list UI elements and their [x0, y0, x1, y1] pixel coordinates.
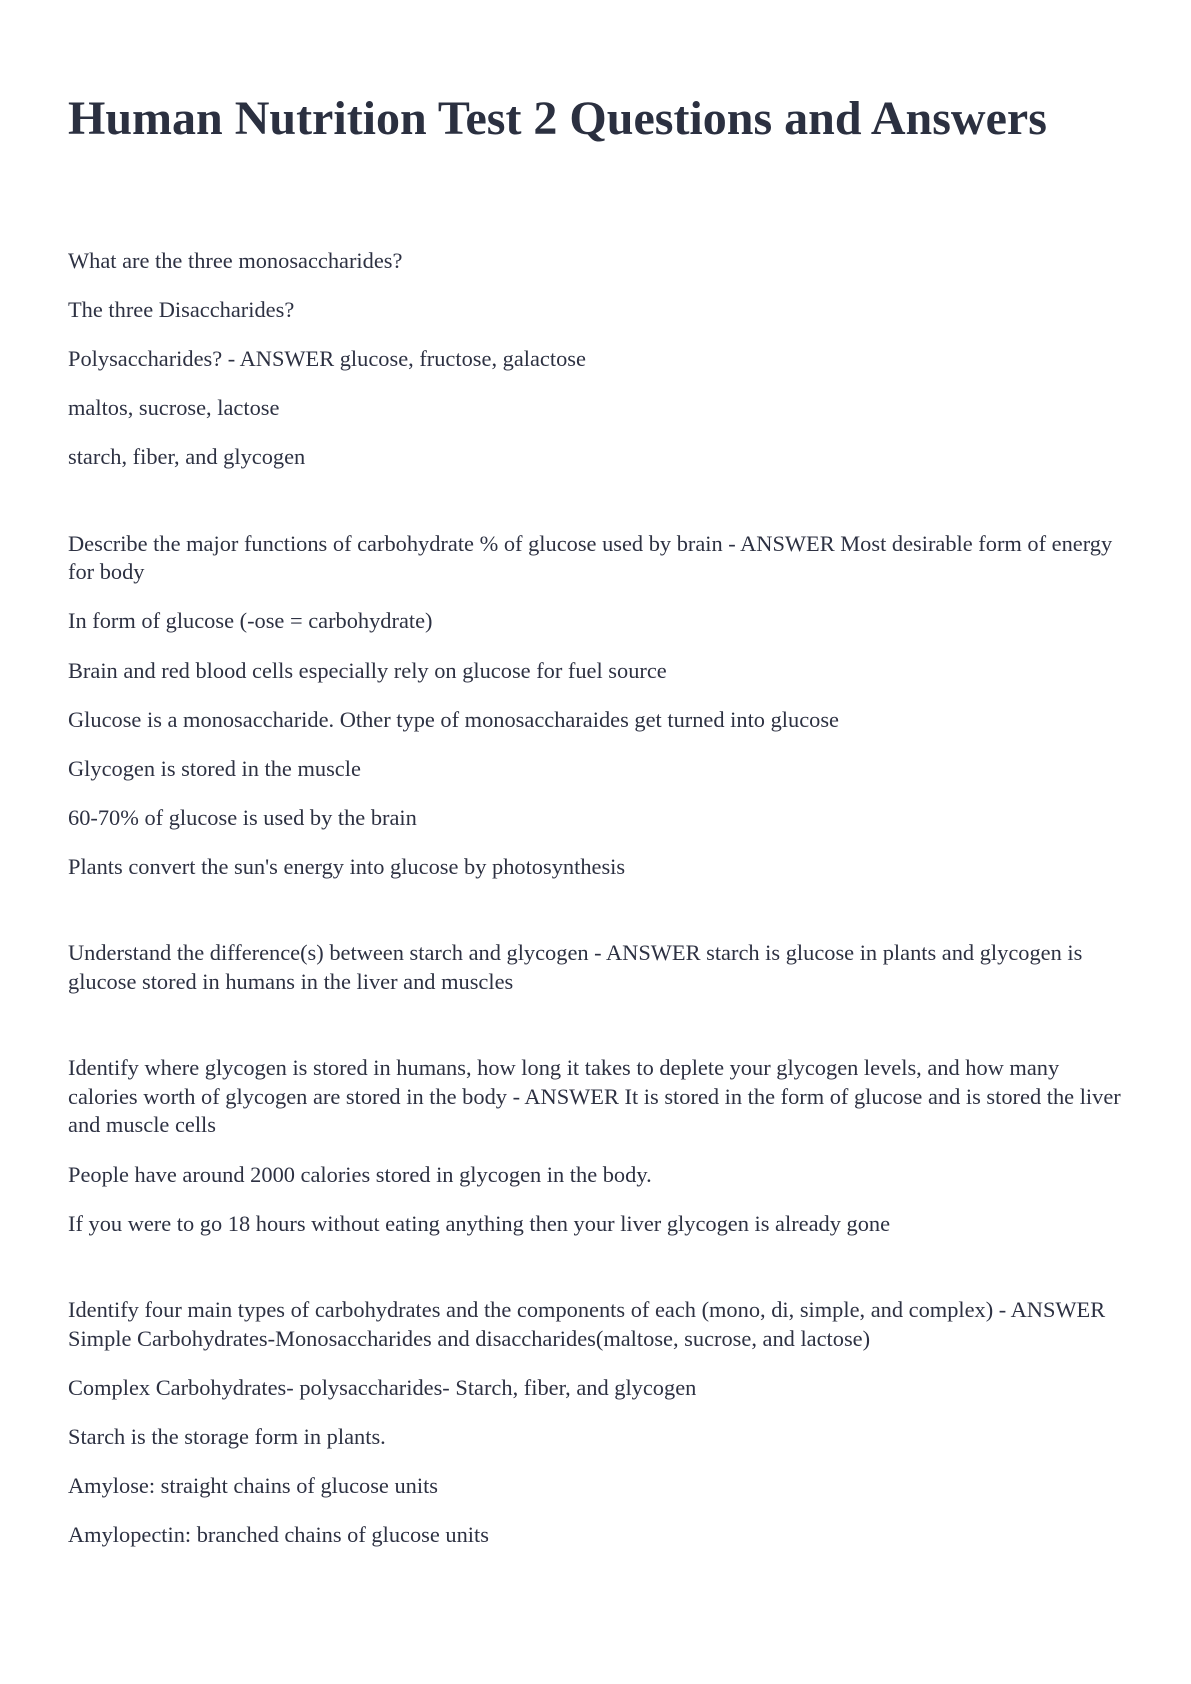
- question-list: [68, 247, 1128, 1550]
- question-answer-line: Understand the difference(s) between starch and glycogen - ANSWER starch is glucose in plants and glycogen is glucose stored in humans in the liver and muscles: [68, 940, 1083, 994]
- answer-line: maltos, sucrose, lactose: [68, 395, 280, 421]
- answer-line: Glycogen is stored in the muscle: [68, 755, 361, 781]
- answer-line: Glucose is a monosaccharide. Other type of monosaccharaides get turned into glucose: [68, 706, 839, 732]
- answer-line: Complex Carbohydrates- polysaccharides- Starch, fiber, and glycogen: [68, 1374, 697, 1400]
- qa-block-glycogen-storage: [68, 1054, 1128, 1238]
- document-title: Human Nutrition Test 2 Questions and Answers: [68, 92, 1047, 145]
- qa-block-starch-vs-glycogen: [68, 939, 1128, 996]
- document-page: [68, 0, 1128, 1608]
- question-answer-line: Describe the major functions of carbohydrate % of glucose used by brain - ANSWER Most desirable form of energy for body: [68, 530, 1113, 585]
- question-answer-line: Polysaccharides? - ANSWER glucose, fructose, galactose: [68, 346, 586, 372]
- qa-block-monosaccharides: [68, 247, 1128, 472]
- qa-block-carbohydrate-types: [68, 1296, 1128, 1549]
- answer-line: Amylopectin: branched chains of glucose units: [68, 1522, 489, 1547]
- question-line: The three Disaccharides?: [68, 297, 295, 323]
- answer-line: If you were to go 18 hours without eating anything then your liver glycogen is already gone: [68, 1210, 891, 1236]
- answer-line: Amylose: straight chains of glucose units: [68, 1472, 439, 1498]
- answer-line: In form of glucose (-ose = carbohydrate): [68, 608, 433, 634]
- answer-line: Plants convert the sun's energy into glucose by photosynthesis: [68, 853, 626, 879]
- question-answer-line: Identify four main types of carbohydrates and the components of each (mono, di, simple, and complex) - ANSWER Simple Carbohydrates-Monosaccharides and disaccharides(maltose, sucrose, and lactose): [68, 1297, 1106, 1351]
- question-line: What are the three monosaccharides?: [68, 248, 403, 273]
- qa-block-carbohydrate-functions: [68, 530, 1128, 882]
- answer-line: starch, fiber, and glycogen: [68, 444, 306, 470]
- question-answer-line: Identify where glycogen is stored in humans, how long it takes to deplete your glycogen levels, and how many calories worth of glycogen are stored in the body - ANSWER It is stored in the form of glucose and is stored the liver and muscle cells: [68, 1055, 1121, 1138]
- answer-line: Brain and red blood cells especially rely on glucose for fuel source: [68, 657, 667, 683]
- answer-line: People have around 2000 calories stored in glycogen in the body.: [68, 1161, 652, 1187]
- answer-line: 60-70% of glucose is used by the brain: [68, 804, 417, 830]
- answer-line: Starch is the storage form in plants.: [68, 1423, 386, 1449]
